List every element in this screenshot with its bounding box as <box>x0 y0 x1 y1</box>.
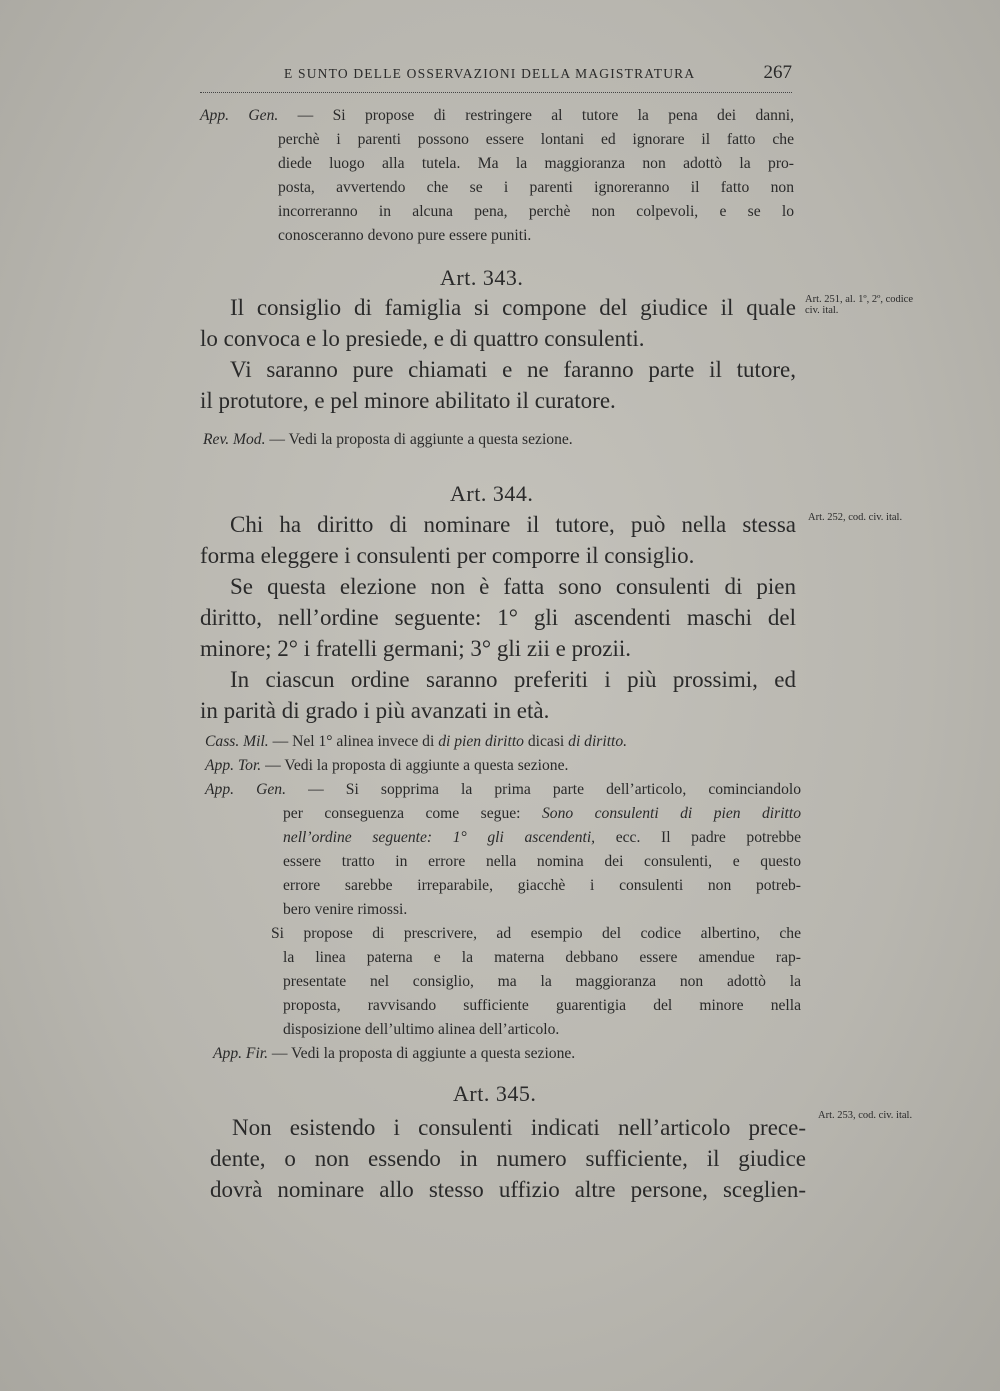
note-line: perchè i parenti possono essere lontani ed ignorare il fatto che <box>278 131 794 148</box>
body-line: Se questa elezione non è fatta sono consulenti di pien <box>230 574 796 599</box>
note-app-tor <box>205 754 801 778</box>
note-text: — Vedi la proposta di aggiunte a questa sezione. <box>271 1045 576 1062</box>
note-line: posta, avvertendo che se i parenti ignoreranno il fatto non <box>278 179 794 196</box>
article-343-title: Art. 343. <box>440 265 524 290</box>
note-line: la linea paterna e la materna debbano essere amendue rap- <box>283 949 801 966</box>
body-line: in parità di grado i più avanzati in età. <box>200 698 550 723</box>
note-rev-mod <box>203 428 573 452</box>
note-italic: nell’ordine seguente: 1° gli ascendenti, <box>283 829 596 846</box>
note-label: App. Tor. <box>205 757 262 774</box>
note-line: essere tratto in errore nella nomina dei consulenti, e questo <box>283 853 801 870</box>
note-line: diede luogo alla tutela. Ma la maggioranza non adottò la pro- <box>278 155 794 172</box>
note-app-gen <box>205 778 801 802</box>
page-number: 267 <box>763 62 792 83</box>
body-line: Chi ha diritto di nominare il tutore, può nella stessa <box>230 512 796 537</box>
header-rule <box>200 92 792 93</box>
note-text: dicasi <box>527 733 565 750</box>
note-italic: di pien diritto <box>438 733 524 750</box>
note-line: errore sarebbe irreparabile, giacchè i consulenti non potreb- <box>283 877 801 894</box>
note-line: disposizione dell’ultimo alinea dell’articolo. <box>283 1021 560 1038</box>
note-label: App. Gen. <box>200 107 279 124</box>
body-line: Vi saranno pure chiamati e ne faranno parte il tutore, <box>230 357 796 382</box>
note-app-gen-top <box>200 104 794 248</box>
notes-art-344 <box>205 730 801 1066</box>
note-italic: di diritto. <box>568 733 628 750</box>
body-line: diritto, nell’ordine seguente: 1° gli ascendenti maschi del <box>200 605 796 630</box>
note-text: — Vedi la proposta di aggiunte a questa sezione. <box>269 431 573 448</box>
article-344-margin-note: Art. 252, cod. civ. ital. <box>808 512 903 523</box>
article-345-title: Art. 345. <box>453 1081 537 1106</box>
body-line: dente, o non essendo in numero sufficiente, il giudice <box>210 1146 806 1171</box>
note-line: incorreranno in alcuna pena, perchè non colpevoli, e se lo <box>278 203 794 220</box>
note-line <box>205 826 801 850</box>
article-344-title: Art. 344. <box>450 481 534 506</box>
body-line: dovrà nominare allo stesso uffizio altre persone, sceglien- <box>210 1177 806 1202</box>
running-head: E SUNTO DELLE OSSERVAZIONI DELLA MAGISTRATURA <box>284 66 696 81</box>
note-line: proposta, ravvisando sufficiente guarentigia del minore nella <box>283 997 801 1014</box>
article-345-text <box>210 1112 806 1205</box>
note-text: ecc. Il padre potrebbe <box>615 829 801 846</box>
body-line: In ciascun ordine saranno preferiti i più prossimi, ed <box>230 667 796 692</box>
note-text: — Nel 1° alinea invece di <box>272 733 435 750</box>
note-label: App. Fir. <box>213 1045 269 1062</box>
note-text: — Si propose di restringere al tutore la pena dei danni, <box>297 107 794 124</box>
note-text: per conseguenza come segue: <box>283 805 521 822</box>
note-line <box>200 104 794 128</box>
body-line: minore; 2° i fratelli germani; 3° gli zii e prozii. <box>200 636 631 661</box>
note-text: — Vedi la proposta di aggiunte a questa sezione. <box>265 757 569 774</box>
article-344-text <box>200 509 796 726</box>
article-343-text <box>200 292 796 416</box>
note-line: presentate nel consiglio, ma la maggioranza non adottò la <box>283 973 801 990</box>
body-line: forma eleggere i consulenti per comporre il consiglio. <box>200 543 695 568</box>
body-line: Il consiglio di famiglia si compone del giudice il quale <box>230 295 796 320</box>
note-label: App. Gen. <box>205 781 286 798</box>
note-line: bero venire rimossi. <box>283 901 408 918</box>
note-text: — Si sopprima la prima parte dell’articolo, cominciandolo <box>308 781 801 798</box>
note-app-fir <box>205 1042 801 1066</box>
article-343-margin-note: Art. 251, al. 1º, 2º, codice civ. ital. <box>805 294 913 316</box>
note-italic: Sono consulenti di pien diritto <box>541 805 801 822</box>
article-345-margin-note: Art. 253, cod. civ. ital. <box>818 1110 913 1121</box>
note-line: Si propose di prescrivere, ad esempio del codice albertino, che <box>271 925 801 942</box>
note-cass-mil <box>205 730 801 754</box>
note-label: Cass. Mil. <box>205 733 269 750</box>
body-line: lo convoca e lo presiede, e di quattro consulenti. <box>200 326 645 351</box>
body-line: il protutore, e pel minore abilitato il curatore. <box>200 388 616 413</box>
note-line: conosceranno devono pure essere puniti. <box>278 227 532 244</box>
note-line <box>205 802 801 826</box>
body-line: Non esistendo i consulenti indicati nell’articolo prece- <box>232 1115 806 1140</box>
page-header <box>200 62 792 90</box>
note-label: Rev. Mod. <box>203 431 266 448</box>
